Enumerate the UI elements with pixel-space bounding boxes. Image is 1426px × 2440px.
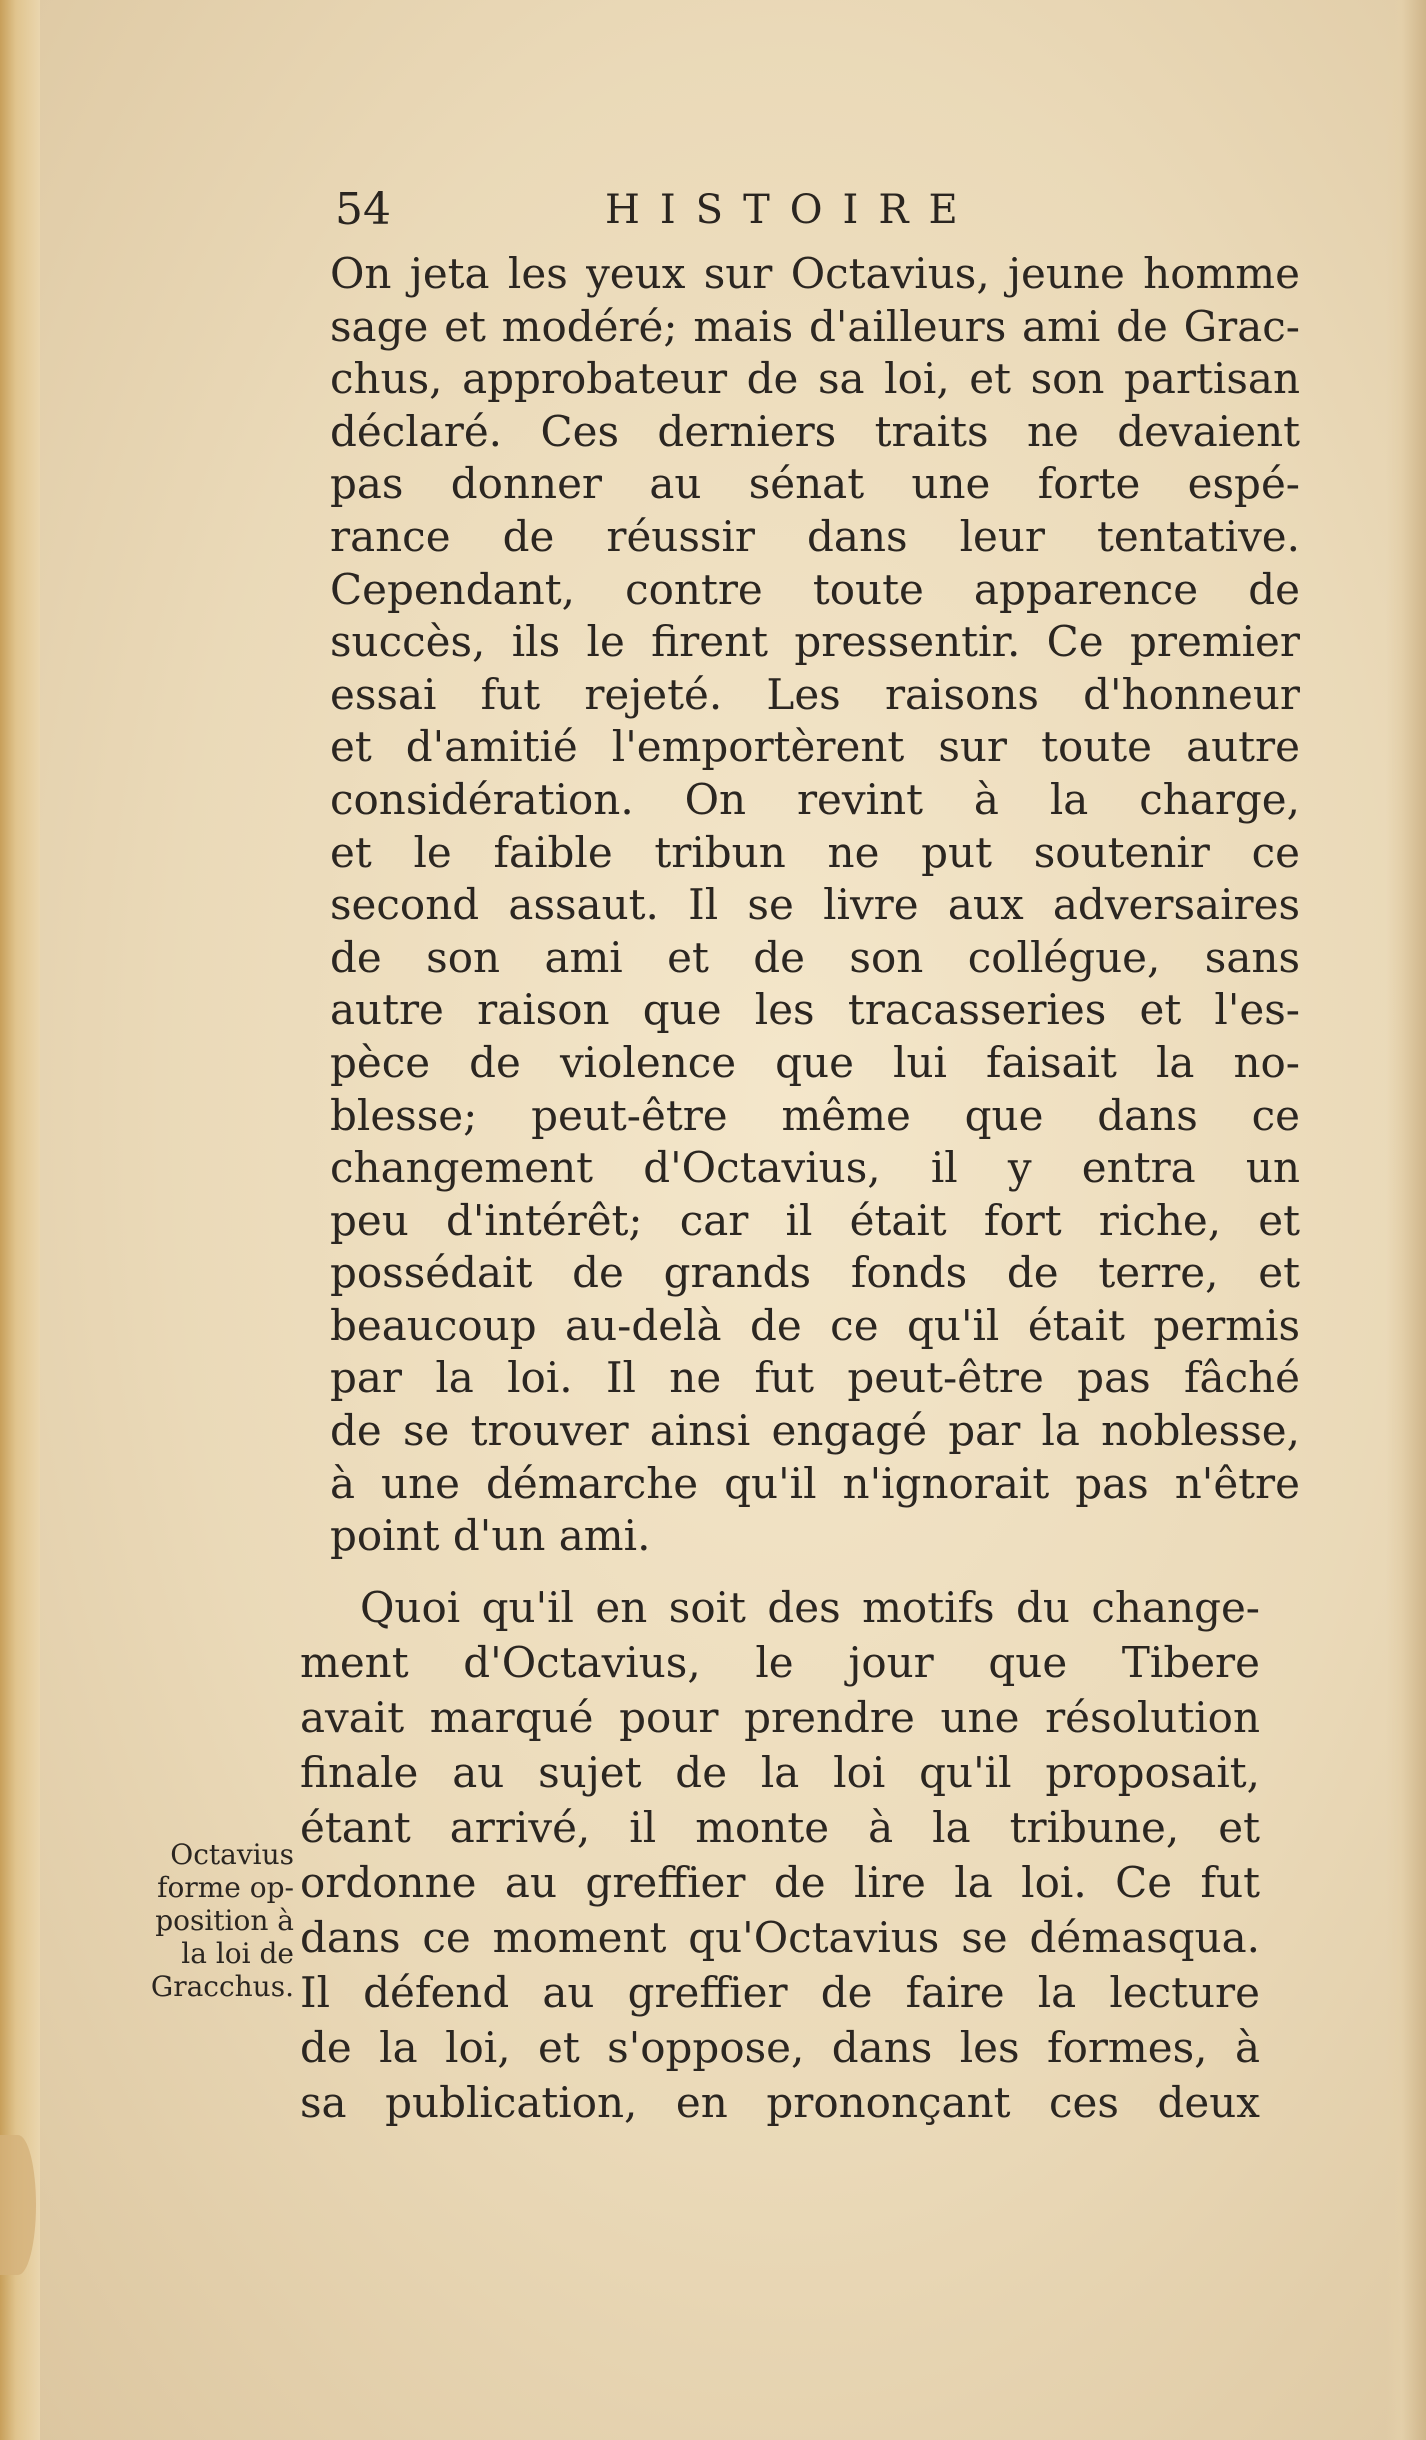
text-line: Cependant, contre toute apparence de: [330, 564, 1300, 614]
running-title: HISTOIRE: [605, 187, 978, 233]
margin-note-line: forme op-: [157, 1871, 294, 1904]
paragraph-1: [330, 248, 1300, 1563]
text-line: beaucoup au-delà de ce qu'il était permis: [330, 1300, 1300, 1350]
paragraph-2: [300, 1580, 1260, 2130]
text-line: chus, approbateur de sa loi, et son partisan: [330, 354, 1300, 404]
text-line: de se trouver ainsi engagé par la noblesse,: [330, 1406, 1300, 1456]
text-line: sa publication, en prononçant ces deux: [300, 2078, 1260, 2127]
text-line: peu d'intérêt; car il était fort riche, et: [330, 1195, 1300, 1245]
text-line: et d'amitié l'emportèrent sur toute autre: [330, 722, 1300, 772]
page-number: 54: [335, 184, 391, 235]
margin-note-line: Octavius: [170, 1838, 294, 1871]
text-line: essai fut rejeté. Les raisons d'honneur: [330, 669, 1300, 719]
paper-stain: [0, 2135, 36, 2275]
text-line: blesse; peut-être même que dans ce: [330, 1090, 1300, 1140]
text-line: étant arrivé, il monte à la tribune, et: [300, 1803, 1260, 1852]
text-line: finale au sujet de la loi qu'il proposait,: [300, 1748, 1260, 1797]
text-line: changement d'Octavius, il y entra un: [330, 1143, 1300, 1193]
text-line: sage et modéré; mais d'ailleurs ami de Grac-: [330, 301, 1300, 351]
text-line: pèce de violence que lui faisait la no-: [330, 1037, 1300, 1087]
text-line: déclaré. Ces derniers traits ne devaient: [330, 406, 1300, 456]
text-line: avait marqué pour prendre une résolution: [300, 1693, 1260, 1742]
text-line: possédait de grands fonds de terre, et: [330, 1248, 1300, 1298]
text-line: par la loi. Il ne fut peut-être pas fâché: [330, 1353, 1300, 1403]
margin-note-line: la loi de: [181, 1937, 294, 1970]
text-line: ordonne au greffier de lire la loi. Ce fut: [300, 1858, 1260, 1907]
text-line: rance de réussir dans leur tentative.: [330, 511, 1300, 561]
text-line: pas donner au sénat une forte espé-: [330, 459, 1300, 509]
text-line: ment d'Octavius, le jour que Tibere: [300, 1638, 1260, 1687]
text-line: de son ami et de son collégue, sans: [330, 932, 1300, 982]
text-line: et le faible tribun ne put soutenir ce: [330, 827, 1300, 877]
text-line: Il défend au greffier de faire la lecture: [300, 1968, 1260, 2017]
text-line: autre raison que les tracasseries et l'es-: [330, 985, 1300, 1035]
page-edge: [1386, 0, 1426, 2440]
text-line: Quoi qu'il en soit des motifs du change-: [360, 1583, 1260, 1632]
page-header: [335, 180, 1285, 240]
text-line: succès, ils le firent pressentir. Ce premier: [330, 617, 1300, 667]
text-line: second assaut. Il se livre aux adversaires: [330, 880, 1300, 930]
text-line: de la loi, et s'oppose, dans les formes, à: [300, 2023, 1260, 2072]
margin-note-line: Gracchus.: [150, 1970, 294, 2003]
text-line: dans ce moment qu'Octavius se démasqua.: [300, 1913, 1260, 1962]
page-gutter: [0, 0, 40, 2440]
text-line: à une démarche qu'il n'ignorait pas n'être: [330, 1458, 1300, 1508]
margin-note: [94, 1838, 294, 2003]
margin-note-line: position à: [155, 1904, 294, 1937]
text-line: considération. On revint à la charge,: [330, 774, 1300, 824]
text-line: point d'un ami.: [330, 1511, 651, 1561]
text-line: On jeta les yeux sur Octavius, jeune homme: [330, 249, 1300, 298]
